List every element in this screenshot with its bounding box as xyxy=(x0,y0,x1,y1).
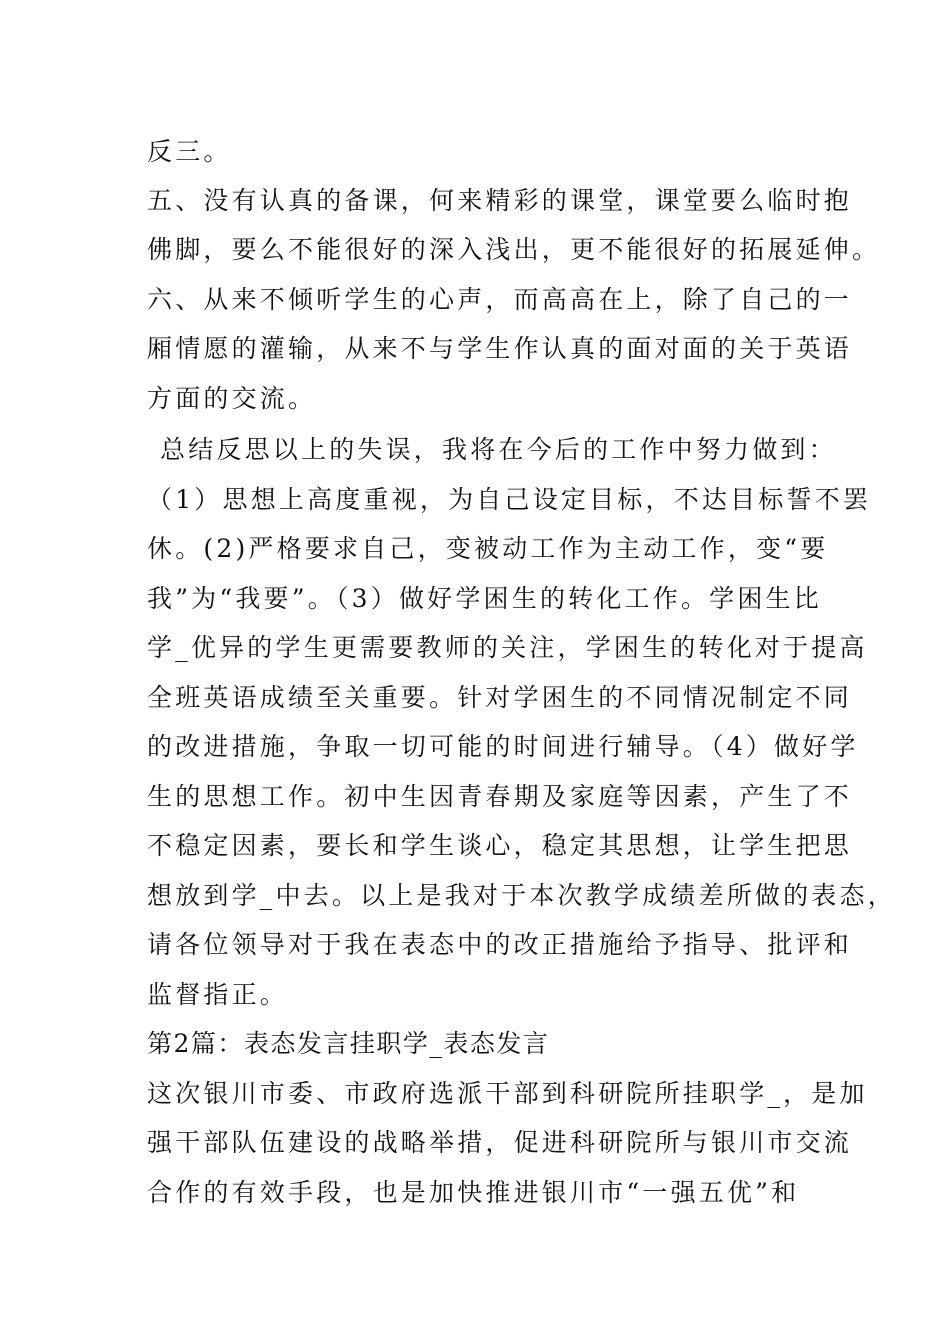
text-line: （1）思想上高度重视，为自己设定目标，不达目标誓不罢 xyxy=(147,485,872,514)
text-line: 强干部队伍建设的战略举措，促进科研院所与银川市交流 xyxy=(147,1128,853,1157)
text-line: 我”为“我要”。（3）做好学困生的转化工作。学困生比 xyxy=(147,584,822,613)
text-line: 生的思想工作。初中生因青春期及家庭等因素，产生了不 xyxy=(147,782,853,811)
text-line: 反三。 xyxy=(147,137,232,166)
section-heading: 第2篇：表态发言挂职学_表态发言 xyxy=(147,1029,550,1058)
text-line: 合作的有效手段，也是加快推进银川市“一强五优”和 xyxy=(147,1178,800,1207)
text-line: 请各位领导对于我在表态中的改正措施给予指导、批评和 xyxy=(147,930,853,959)
text-line: 方面的交流。 xyxy=(147,384,317,413)
text-line: 休。(2)严格要求自己，变被动工作为主动工作，变“要 xyxy=(147,534,829,563)
text-line: 这次银川市委、市政府选派干部到科研院所挂职学_，是加 xyxy=(147,1079,868,1108)
text-line: 学_优异的学生更需要教师的关注，学困生的转化对于提高 xyxy=(147,633,868,662)
text-line: 想放到学_中去。以上是我对于本次教学成绩差所做的表态， xyxy=(147,881,896,910)
text-line: 六、从来不倾听学生的心声，而高高在上，除了自己的一 xyxy=(147,285,853,314)
text-line: 全班英语成绩至关重要。针对学困生的不同情况制定不同 xyxy=(147,683,853,712)
text-line: 的改进措施，争取一切可能的时间进行辅导。（4）做好学 xyxy=(147,732,859,761)
text-line: 五、没有认真的备课，何来精彩的课堂，课堂要么临时抱 xyxy=(147,186,853,215)
text-line: 不稳定因素，要长和学生谈心，稳定其思想，让学生把思 xyxy=(147,831,853,860)
text-line: 厢情愿的灌输，从来不与学生作认真的面对面的关于英语 xyxy=(147,334,853,363)
text-line: 佛脚，要么不能很好的深入浅出，更不能很好的拓展延伸。 xyxy=(147,235,881,264)
text-line: 监督指正。 xyxy=(147,980,289,1009)
text-line: 总结反思以上的失误，我将在今后的工作中努力做到： xyxy=(160,435,837,464)
